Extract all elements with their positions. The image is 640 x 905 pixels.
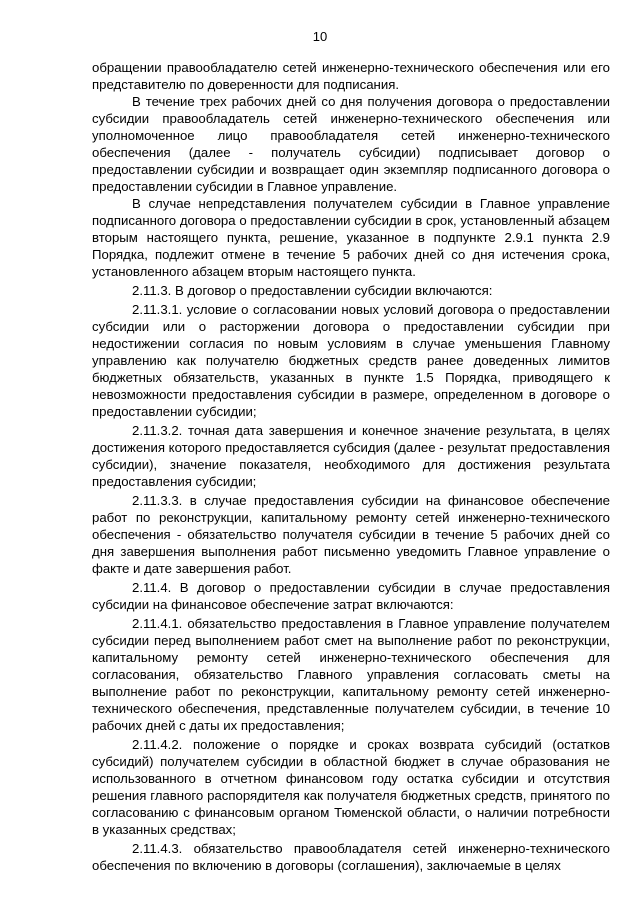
paragraph-2-11-4-3: 2.11.4.3. обязательство правообладателя сетей инженерно-технического обеспечения по включению в договоры (соглашения), заключаемые в целях <box>92 841 610 873</box>
paragraph-2-11-3-2: 2.11.3.2. точная дата завершения и конечное значение результата, в целях достижения которого предоставляется субсидия (далее - результат предоставления субсидии), значение показателя, необходимого для достижения результата предоставления субсидии; <box>92 423 610 489</box>
paragraph-continuation: обращении правообладателю сетей инженерно-технического обеспечения или его представителю по доверенности для подписания. <box>92 60 610 92</box>
paragraph-signing-deadline: В течение трех рабочих дней со дня получения договора о предоставлении субсидии правообладатель сетей инженерно-технического обеспечения или уполномоченное лицо правообладателя сетей инженерно-технического обеспечения (далее - получатель субсидии) подписывает договор о предоставлении субсидии и возвращает один экземпляр подписанного договора о предоставлении субсидии в Главное управление. <box>92 94 610 194</box>
paragraph-2-11-3-3: 2.11.3.3. в случае предоставления субсидии на финансовое обеспечение работ по реконструкции, капитальному ремонту сетей инженерно-технического обеспечения - обязательство получателя субсидии в течение 5 рабочих дней со дня завершения выполнения работ письменно уведомить Главное управление о факте и дате завершения работ. <box>92 493 610 576</box>
page-number: 10 <box>312 29 328 44</box>
paragraph-2-11-4-1: 2.11.4.1. обязательство предоставления в Главное управление получателем субсидии перед выполнением работ смет на выполнение работ по реконструкции, капитальному ремонту сетей инженерно-технического обеспечения для согласования, обязательство Главного управления согласовать сметы на выполнение работ по реконструкции, капитальному ремонту сетей инженерно-технического обеспечения, представленные получателем субсидии, в течение 10 рабочих дней с даты их предоставления; <box>92 616 610 733</box>
document-body <box>92 59 610 874</box>
paragraph-2-11-4-2: 2.11.4.2. положение о порядке и сроках возврата субсидий (остатков субсидий) получателем субсидии в областной бюджет в случае образования не использованного в отчетном финансовом году остатка субсидии и отсутствия решения главного распорядителя как получателя бюджетных средств, принятого по согласованию с финансовым органом Тюменской области, о наличии потребности в указанных средствах; <box>92 737 610 837</box>
paragraph-2-11-4: 2.11.4. В договор о предоставлении субсидии в случае предоставления субсидии на финансовое обеспечение затрат включаются: <box>92 580 610 612</box>
paragraph-non-submission: В случае непредставления получателем субсидии в Главное управление подписанного договора о предоставлении субсидии в срок, установленный абзацем вторым настоящего пункта, решение, указанное в подпункте 2.9.1 пункта 2.9 Порядка, подлежит отмене в течение 5 рабочих дней со дня истечения срока, установленного абзацем вторым настоящего пункта. <box>92 196 610 279</box>
paragraph-2-11-3: 2.11.3. В договор о предоставлении субсидии включаются: <box>132 283 493 298</box>
paragraph-2-11-3-1: 2.11.3.1. условие о согласовании новых условий договора о предоставлении субсидии или о расторжении договора о предоставлении субсидии при недостижении согласия по новым условиям в случае уменьшения Главному управлению как получателю бюджетных средств ранее доведенных лимитов бюджетных обязательств, указанных в пункте 1.5 Порядка, приводящего к невозможности предоставления субсидии в размере, определенном в договоре о предоставлении субсидии; <box>92 302 610 419</box>
